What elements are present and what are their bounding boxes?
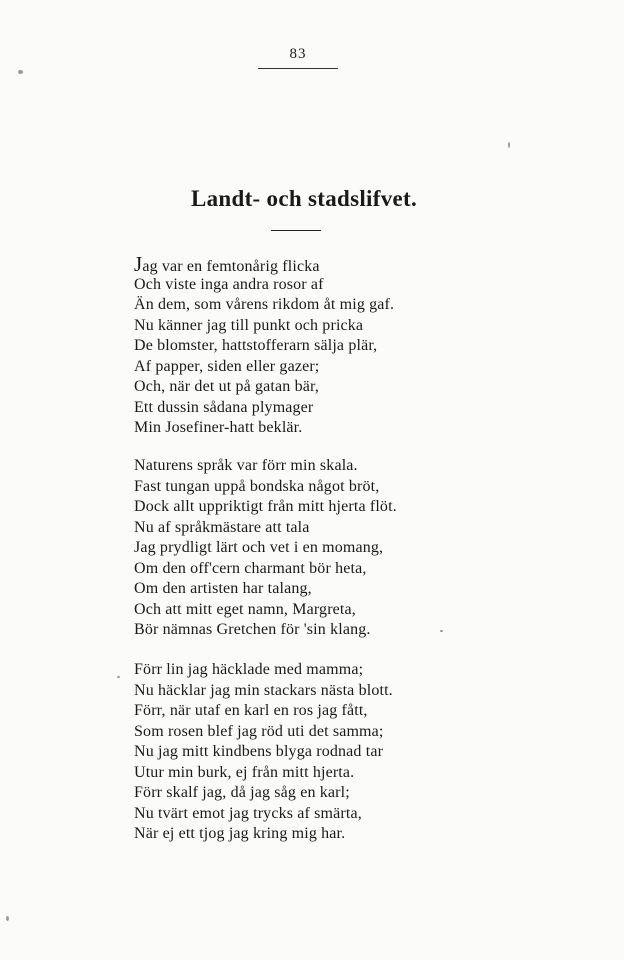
- poem-line: Och viste inga andra rosor af: [134, 275, 324, 293]
- poem-line: Förr skalf jag, då jag såg en karl;: [134, 784, 350, 801]
- poem-line: Än dem, som vårens rikdom åt mig gaf.: [134, 296, 395, 313]
- poem-line: Förr lin jag häcklade med mamma;: [134, 661, 364, 678]
- poem-line: Af papper, siden eller gazer;: [134, 357, 320, 375]
- poem-line: De blomster, hattstofferarn sälja plär,: [134, 337, 378, 354]
- poem-line: Naturens språk var förr min skala.: [134, 457, 358, 474]
- poem-line: Nu känner jag till punkt och pricka: [134, 316, 364, 334]
- poem-line: Nu häcklar jag min stackars nästa blott.: [134, 681, 393, 699]
- stanza-2: [134, 456, 464, 641]
- poem-line: Nu jag mitt kindbens blyga rodnad tar: [134, 743, 384, 760]
- poem-line: Som rosen blef jag röd uti det samma;: [134, 722, 384, 740]
- poem-line: När ej ett tjog jag kring mig har.: [134, 825, 346, 842]
- poem-line: Om den off'cern charmant bör heta,: [134, 559, 367, 577]
- poem-line: Nu tvärt emot jag trycks af smärta,: [134, 804, 362, 822]
- paper-speck: [6, 916, 9, 921]
- title-rule: [271, 230, 321, 231]
- poem-line: Jag prydligt lärt och vet i en momang,: [134, 539, 384, 556]
- stanza-1: [134, 254, 464, 439]
- poem-line: Om den artisten har talang,: [134, 580, 312, 597]
- paper-speck: [508, 142, 510, 148]
- stanza-3: [134, 660, 464, 845]
- poem-line: Dock allt uppriktigt från mitt hjerta flöt.: [134, 498, 397, 515]
- poem-line: Och att mitt eget namn, Margreta,: [134, 600, 356, 618]
- initial-letter: J: [134, 252, 143, 276]
- poem-title: Landt- och stadslifvet.: [190, 186, 418, 211]
- poem-line: Utur min burk, ej från mitt hjerta.: [134, 763, 355, 781]
- poem-line: Och, när det ut på gatan bär,: [134, 378, 319, 395]
- poem-line: Ett dussin sådana plymager: [134, 398, 314, 416]
- poem-line: Bör nämnas Gretchen för 'sin klang.: [134, 621, 371, 638]
- poem-line: Min Josefiner-hatt beklär.: [134, 419, 303, 436]
- paper-speck: [18, 70, 23, 74]
- poem-line: Förr, när utaf en karl en ros jag fått,: [134, 702, 368, 719]
- page-number: 83: [289, 46, 307, 62]
- poem-line: Nu af språkmästare att tala: [134, 518, 310, 536]
- paper-speck: [117, 676, 120, 678]
- poem-line: [134, 254, 464, 275]
- paper-speck: [440, 630, 443, 632]
- line-rest: ag var en femtonårig flicka: [142, 258, 320, 275]
- page-number-rule: [258, 68, 338, 69]
- poem-line: Fast tungan uppå bondska något bröt,: [134, 477, 380, 495]
